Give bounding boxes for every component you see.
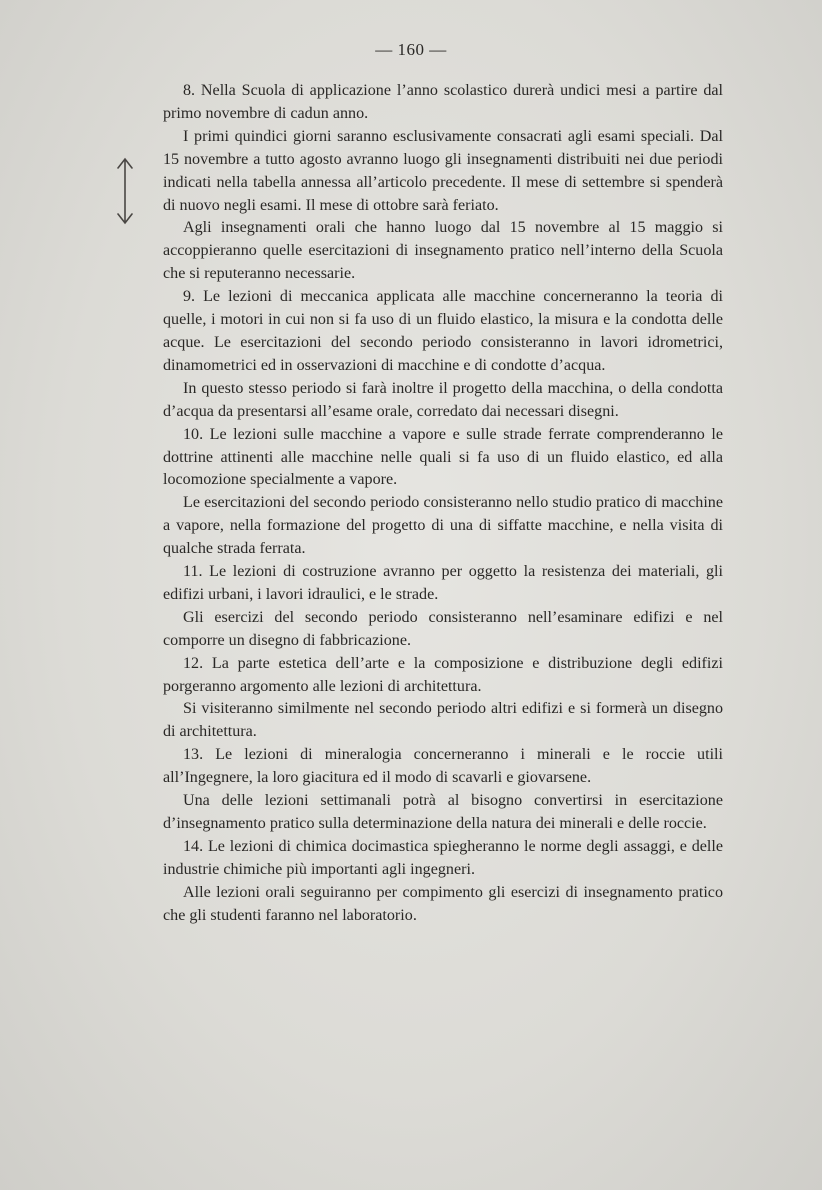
paragraph-art-12: 12. La parte estetica dell’arte e la composizione e distribuzione degli edifizi porgeranno argomento alle lezioni di architettura. bbox=[163, 654, 723, 695]
paragraph-art-11: 11. Le lezioni di costruzione avranno per oggetto la resistenza dei materiali, gli edifizi urbani, i lavori idraulici, e le strade. bbox=[163, 563, 723, 603]
margin-bracket-mark-icon bbox=[112, 156, 138, 226]
paragraph: I primi quindici giorni saranno esclusivamente consacrati agli esami speciali. Dal 15 novembre a tutto agosto avranno luogo gli insegnamenti distribuiti nei due periodi indicati nella tabella annessa all’articolo precedente. Il mese di settembre si spenderà di nuovo negli esami. Il mese di ottobre sarà feriato. bbox=[163, 127, 723, 214]
body-text bbox=[163, 80, 723, 928]
paragraph: In questo stesso periodo si farà inoltre il progetto della macchina, o della condotta d’acqua da presentarsi all’esame orale, corredato dai necessari disegni. bbox=[163, 379, 723, 420]
page-number: — 160 — bbox=[375, 40, 447, 59]
paragraph-art-13: 13. Le lezioni di mineralogia concerneranno i minerali e le roccie utili all’Ingegnere, la loro giacitura ed il modo di scavarli e giovarsene. bbox=[163, 746, 723, 787]
paragraph: Agli insegnamenti orali che hanno luogo dal 15 novembre al 15 maggio si accoppieranno quelle esercitazioni di insegnamento pratico nell’interno della Scuola che si reputeranno necessarie. bbox=[163, 219, 723, 283]
paragraph: Si visiteranno similmente nel secondo periodo altri edifizi e si formerà un disegno di architettura. bbox=[163, 700, 723, 741]
paragraph-art-8: 8. Nella Scuola di applicazione l’anno scolastico durerà undici mesi a partire dal primo novembre di cadun anno. bbox=[163, 82, 723, 122]
paragraph-art-10: 10. Le lezioni sulle macchine a vapore e sulle strade ferrate comprenderanno le dottrine attinenti alle macchine nelle quali si fa uso di un fluido elastico, ed alla locomozione specialmente a vapore. bbox=[163, 425, 723, 489]
paragraph: Una delle lezioni settimanali potrà al bisogno convertirsi in esercitazione d’insegnamento pratico sulla determinazione della natura dei minerali e delle roccie. bbox=[163, 792, 723, 832]
paragraph: Alle lezioni orali seguiranno per compimento gli esercizi di insegnamento pratico che gli studenti faranno nel laboratorio. bbox=[163, 883, 723, 924]
paragraph: Le esercitazioni del secondo periodo consisteranno nello studio pratico di macchine a vapore, nella formazione del progetto di una di siffatte macchine, e nella visita di qualche strada ferrata. bbox=[163, 494, 723, 558]
paragraph: Gli esercizi del secondo periodo consisteranno nell’esaminare edifizi e nel comporre un disegno di fabbricazione. bbox=[163, 608, 723, 649]
paragraph-art-9: 9. Le lezioni di meccanica applicata alle macchine concerneranno la teoria di quelle, i motori in cui non si fa uso di un fluido elastico, la misura e la condotta delle acque. Le esercitazioni del secondo periodo consisteranno in lavori idrometrici, dinamometrici ed in osservazioni di macchine e di condotte d’acqua. bbox=[163, 288, 723, 374]
paragraph-art-14: 14. Le lezioni di chimica docimastica spiegheranno le norme degli assaggi, e delle industrie chimiche più importanti agli ingegneri. bbox=[163, 837, 723, 878]
